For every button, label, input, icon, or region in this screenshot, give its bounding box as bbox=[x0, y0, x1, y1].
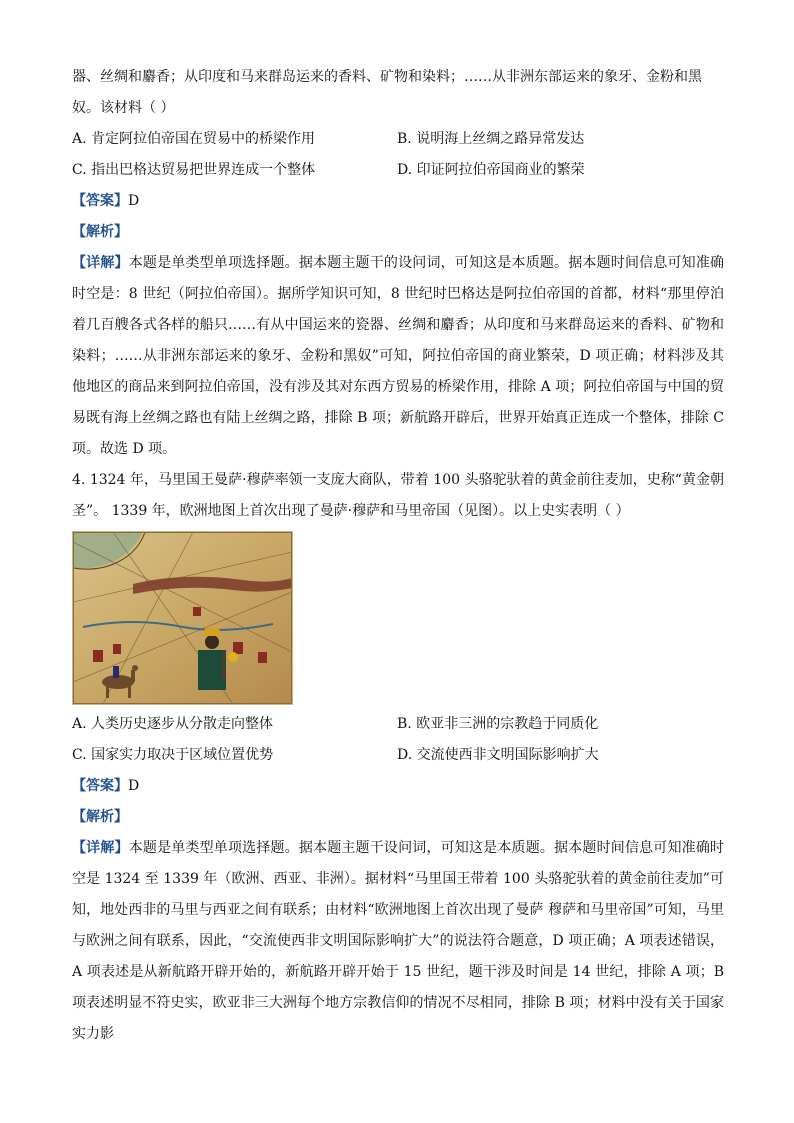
q3-answer-tag: 【答案】 bbox=[72, 193, 128, 209]
q3-option-d[interactable]: D. 印证阿拉伯帝国商业的繁荣 bbox=[397, 162, 585, 178]
q3-option-b[interactable]: B. 说明海上丝绸之路异常发达 bbox=[397, 131, 585, 147]
q3-analysis-heading bbox=[72, 217, 724, 248]
q4-option-b[interactable]: B. 欧亚非三洲的宗教趋于同质化 bbox=[397, 716, 599, 732]
q3-answer-value: D bbox=[128, 193, 140, 209]
q4-option-c[interactable]: C. 国家实力取决于区域位置优势 bbox=[72, 747, 274, 763]
q4-detail bbox=[72, 833, 724, 1050]
q4-detail-text: 本题是单类型单项选择题。据本题主题干设问词，可知这是本质题。据本题时间信息可知准确时空是 1324 至 1339 年（欧洲、西亚、非洲）。据材料“马里国王带着 100 头骆驼驮着的黄金前往麦加”可知，地处西非的马里与西亚之间有联系；由材料“欧洲地图上首次出现了曼萨 穆萨和马里帝国”可知，马里与欧洲之间有联系，因此，“交流使西非文明国际影响扩大”的说法符合题意，D 项正确；A 项表述错误，A 项表述是从新航路开辟开始的，新航路开辟开始于 15 世纪，题干涉及时间是 14 世纪，排除 A 项；B 项表述明显不符史实，欧亚非三大洲每个地方宗教信仰的情况不尽相同，排除 B 项；材料中没有关于国家实力影 bbox=[72, 840, 725, 1042]
q4-analysis-heading bbox=[72, 802, 724, 833]
q4-answer-tag: 【答案】 bbox=[72, 778, 128, 794]
q4-option-d[interactable]: D. 交流使西非文明国际影响扩大 bbox=[397, 747, 599, 763]
q4-stem: 4. 1324 年，马里国王曼萨·穆萨率领一支庞大商队，带着 100 头骆驼驮着的黄金前往麦加，史称“黄金朝圣”。 1339 年，欧洲地图上首次出现了曼萨·穆萨和马里帝国（见图）。以上史实表明（ ） bbox=[72, 472, 724, 519]
q3-stem-line-2: 奴。该材料（ ） bbox=[72, 100, 175, 116]
q4-detail-tag: 【详解】 bbox=[72, 840, 129, 856]
page-content bbox=[72, 62, 724, 1050]
q3-options-row-1 bbox=[72, 124, 724, 155]
q3-stem-tail bbox=[72, 62, 724, 124]
q4-analysis-tag: 【解析】 bbox=[72, 809, 128, 825]
q3-detail-text: 本题是单类型单项选择题。据本题主题干的设问词，可知这是本质题。据本题时间信息可知准确时空是：8 世纪（阿拉伯帝国）。据所学知识可知，8 世纪时巴格达是阿拉伯帝国的首都，材料“那里停泊着几百艘各式各样的船只……有从中国运来的瓷器、丝绸和麝香；从印度和马来群岛运来的香料、矿物和染料；……从非洲东部运来的象牙、金粉和黑奴”可知，阿拉伯帝国的商业繁荣，D 项正确；材料涉及其他地区的商品来到阿拉伯帝国，没有涉及其对东西方贸易的桥梁作用，排除 A 项；阿拉伯帝国与中国的贸易既有海上丝绸之路也有陆上丝绸之路，排除 B 项；新航路开辟后，世界开始真正连成一个整体，排除 C 项。故选 D 项。 bbox=[72, 255, 725, 457]
q3-answer bbox=[72, 186, 724, 217]
map-illustration-icon bbox=[73, 532, 292, 704]
q3-analysis-tag: 【解析】 bbox=[72, 224, 128, 240]
q3-option-c[interactable]: C. 指出巴格达贸易把世界连成一个整体 bbox=[72, 162, 316, 178]
q4-answer bbox=[72, 771, 724, 802]
q3-detail-tag: 【详解】 bbox=[72, 255, 129, 271]
q4-answer-value: D bbox=[128, 778, 140, 794]
q3-options-row-2 bbox=[72, 155, 724, 186]
q3-stem-line-1: 器、丝绸和麝香；从印度和马来群岛运来的香料、矿物和染料；……从非洲东部运来的象牙、金粉和黑 bbox=[72, 69, 702, 85]
q4-options-row-2 bbox=[72, 740, 724, 771]
q4-options-row-1 bbox=[72, 709, 724, 740]
q3-option-a[interactable]: A. 肯定阿拉伯帝国在贸易中的桥梁作用 bbox=[72, 131, 316, 147]
q3-detail bbox=[72, 248, 724, 465]
q4-option-a[interactable]: A. 人类历史逐步从分散走向整体 bbox=[72, 716, 274, 732]
catalan-atlas-map-image bbox=[72, 531, 293, 705]
